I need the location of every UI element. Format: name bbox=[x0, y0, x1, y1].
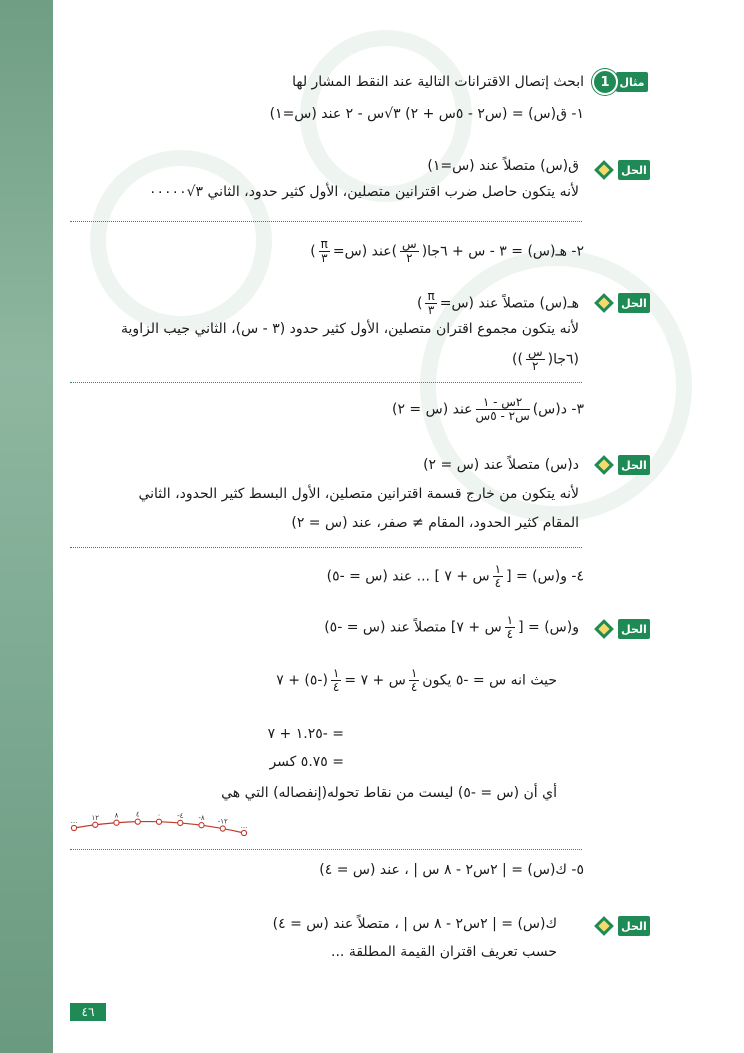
number-line-label: ٤ bbox=[135, 810, 140, 819]
solution-icon bbox=[592, 617, 616, 641]
fraction bbox=[526, 346, 545, 373]
statement-text: ٢- هـ(س) = ٣ - س + ٦جا( bbox=[421, 243, 584, 260]
number-line-label: ... bbox=[70, 817, 78, 825]
number-line-point bbox=[71, 825, 76, 830]
number-line-point bbox=[199, 823, 204, 828]
fraction-numerator: ١ bbox=[332, 666, 340, 680]
section-divider bbox=[70, 221, 582, 222]
fraction-numerator: ١ bbox=[494, 562, 502, 576]
problem-5-statement: ٥- ك(س) = | ٢س٢ - ٨ س | ، عند (س = ٤) bbox=[319, 862, 584, 878]
fraction-denominator: ٣ bbox=[321, 251, 328, 265]
problem-2-solution-line bbox=[417, 290, 579, 317]
number-line-label: -٤ bbox=[177, 811, 184, 820]
number-line-point bbox=[220, 826, 225, 831]
work-text: س + ٧ = bbox=[344, 672, 406, 689]
solution-label: الحل bbox=[618, 455, 650, 475]
example-number-badge: 1 bbox=[592, 69, 618, 95]
problem-1-solution-line: لأنه يتكون حاصل ضرب اقترانين متصلين، الأول كثير حدود، الثاني ٣√٠٠٠٠٠ bbox=[149, 184, 579, 200]
work-text: (-٥) + ٧ bbox=[276, 672, 328, 689]
fraction bbox=[331, 667, 341, 694]
problem-5-solution-line: ك(س) = | ٢س٢ - ٨ س | ، متصلاً عند (س = ٤) bbox=[272, 916, 557, 932]
solution-icon bbox=[592, 291, 616, 315]
solution-text: س + ٧] متصلاً عند (س = -٥) bbox=[324, 619, 502, 636]
number-line-point bbox=[114, 820, 119, 825]
fraction-denominator: ٤ bbox=[332, 680, 340, 694]
problem-3-solution-line: المقام كثير الحدود، المقام ≠ صفر، عند (س = ٢) bbox=[291, 515, 579, 531]
solution-icon bbox=[592, 914, 616, 938]
fraction-numerator: ١ bbox=[506, 613, 514, 627]
problem-4-work-line bbox=[276, 667, 557, 694]
number-line-point bbox=[135, 819, 140, 824]
fraction bbox=[409, 667, 419, 694]
number-line-label: -٨ bbox=[198, 814, 205, 823]
fraction-numerator: س bbox=[402, 237, 417, 251]
statement-text: ) bbox=[310, 243, 316, 260]
section-divider bbox=[70, 849, 582, 850]
problem-4-solution-line bbox=[324, 614, 579, 641]
problem-3-solution-line: د(س) متصلاً عند (س = ٢) bbox=[423, 457, 579, 473]
example-instruction: ابحث إتصال الاقترانات التالية عند النقط المشار لها bbox=[292, 74, 584, 90]
background-circle-decoration bbox=[90, 150, 272, 332]
problem-4-conclusion: أي أن (س = -٥) ليست من نقاط تحوله(إنفصاله) التي هي bbox=[221, 785, 557, 801]
section-divider bbox=[70, 382, 582, 383]
problem-3-statement bbox=[392, 396, 584, 423]
fraction-denominator: ٣ bbox=[427, 303, 435, 317]
fraction-denominator: ٤ bbox=[410, 680, 418, 694]
page-number: ٤٦ bbox=[70, 1003, 106, 1021]
solution-text: )) bbox=[512, 351, 523, 368]
number-line-label: ١٢ bbox=[91, 813, 100, 822]
fraction-numerator: ٢س - ١ bbox=[476, 396, 530, 410]
solution-icon bbox=[592, 158, 616, 182]
number-line-label: ٠ bbox=[157, 810, 161, 819]
fraction bbox=[476, 396, 530, 423]
solution-label: الحل bbox=[618, 916, 650, 936]
problem-4-statement bbox=[327, 563, 584, 590]
number-line-label: -١٢ bbox=[217, 817, 228, 826]
problem-2-solution-line: لأنه يتكون مجموع اقتران متصلين، الأول كثير حدود (٣ - س)، الثاني جيب الزاوية bbox=[121, 321, 579, 337]
fraction-numerator: س bbox=[527, 345, 543, 359]
solution-label: الحل bbox=[618, 293, 650, 313]
solution-text: (٦جا( bbox=[547, 351, 579, 368]
problem-4-work-line: = ٥.٧٥ كسر bbox=[269, 754, 344, 770]
number-line-point bbox=[156, 819, 161, 824]
fraction-numerator: π bbox=[427, 289, 435, 303]
fraction-denominator: ٢ bbox=[406, 251, 413, 265]
problem-1-solution-line: ق(س) متصلاً عند (س=١) bbox=[427, 158, 579, 174]
fraction bbox=[319, 238, 330, 265]
fraction-numerator: ١ bbox=[410, 666, 418, 680]
fraction-denominator: ٢ bbox=[532, 359, 539, 373]
solution-icon bbox=[592, 453, 616, 477]
number-line-point bbox=[241, 830, 246, 835]
work-text: حيث انه س = -٥ يكون bbox=[422, 672, 557, 689]
statement-text: ٣- د(س) bbox=[532, 401, 584, 418]
problem-1-statement: ١- ق(س) = (س٢ - ٥س + ٢) ٣√س - ٢ عند (س=١) bbox=[269, 106, 584, 122]
number-line-point bbox=[93, 822, 98, 827]
solution-text: ) bbox=[417, 295, 423, 312]
solution-label: الحل bbox=[618, 160, 650, 180]
section-divider bbox=[70, 547, 582, 548]
number-line-point bbox=[178, 820, 183, 825]
side-decorative-strip bbox=[0, 0, 53, 1053]
number-line-figure bbox=[70, 805, 250, 839]
fraction-denominator: س٢ - ٥س bbox=[475, 409, 530, 423]
example-label: مثال bbox=[616, 72, 648, 92]
number-line-label: ٨ bbox=[114, 811, 119, 820]
fraction bbox=[493, 563, 503, 590]
statement-text: )عند (س= bbox=[332, 243, 398, 260]
solution-text: و(س) = [ bbox=[518, 619, 579, 636]
problem-3-solution-line: لأنه يتكون من خارج قسمة اقترانين متصلين، الأول البسط كثير الحدود، الثاني bbox=[138, 486, 579, 502]
fraction-denominator: ٤ bbox=[506, 627, 514, 641]
statement-text: عند (س = ٢) bbox=[391, 401, 473, 418]
problem-4-work-line: = -١.٢٥ + ٧ bbox=[267, 726, 344, 742]
solution-label: الحل bbox=[618, 619, 650, 639]
fraction bbox=[425, 290, 436, 317]
problem-5-solution-line: حسب تعريف اقتران القيمة المطلقة ... bbox=[331, 944, 557, 960]
problem-2-statement bbox=[310, 238, 584, 265]
problem-2-solution-line bbox=[512, 346, 579, 373]
solution-text: هـ(س) متصلاً عند (س= bbox=[439, 295, 579, 312]
statement-text: ٤- و(س) = [ bbox=[506, 568, 584, 585]
statement-text: س + ٧ ] ... عند (س = -٥) bbox=[326, 568, 490, 585]
fraction-denominator: ٤ bbox=[494, 576, 502, 590]
fraction-numerator: π bbox=[320, 237, 328, 251]
fraction bbox=[505, 614, 515, 641]
fraction bbox=[400, 238, 419, 265]
number-line-label: ... bbox=[240, 822, 248, 830]
